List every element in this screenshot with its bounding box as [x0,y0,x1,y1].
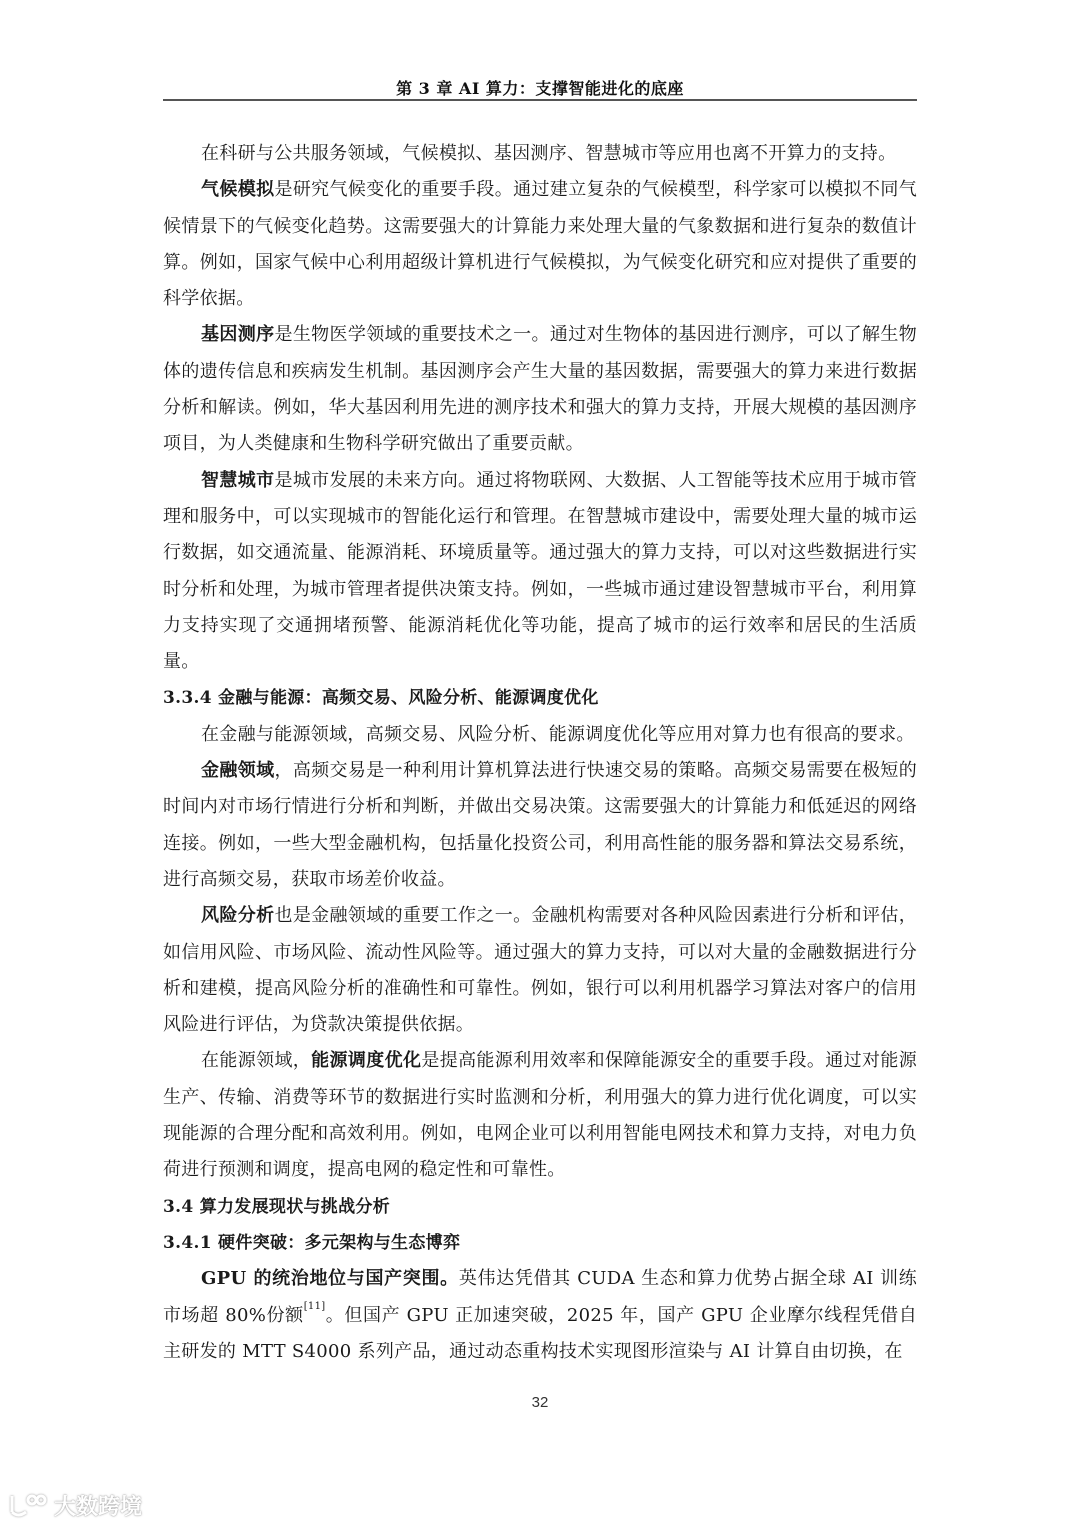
term-energy-dispatch: 能源调度优化 [311,1050,422,1072]
term-smart-city: 智慧城市 [201,469,275,491]
citation-ref[interactable]: [11] [303,1300,326,1312]
running-header: 第 3 章 AI 算力：支撑智能进化的底座 [396,79,684,98]
watermark [8,1490,142,1521]
term-finance: 金融领域 [201,760,275,782]
paragraph-gene-sequencing: 基因测序是生物医学领域的重要技术之一。通过对生物体的基因进行测序，可以了解生物体的遗传信息和疾病发生机制。基因测序会产生大量的基因数据，需要强大的算力来进行数据分析和解读。例如，华大基因利用先进的测序技术和强大的算力支持，开展大规模的基因测序项目，为人类健康和生物科学研究做出了重要贡献。 [163,324,918,455]
paragraph-gpu: GPU 的统治地位与国产突围。英伟达凭借其 CUDA 生态和算力优势占据全球 AI 训练市场超 80%份额[11]。但国产 GPU 正加速突破，2025 年，国产 GPU 企业摩尔线程凭借自主研发的 MTT S4000 系列产品，通过动态重构技术实现图形渲染与 AI 计算自由切换，在 [163,1268,917,1362]
paragraph-risk-analysis: 风险分析也是金融领域的重要工作之一。金融机构需要对各种风险因素进行分析和评估，如信用风险、市场风险、流动性风险等。通过强大的算力支持，可以对大量的金融数据进行分析和建模，提高风险分析的准确性和可靠性。例如，银行可以利用机器学习算法对客户的信用风险进行评估，为贷款决策提供依据。 [163,905,918,1036]
term-gpu-dominance: GPU 的统治地位与国产突围。 [201,1268,459,1290]
term-risk-analysis: 风险分析 [201,905,275,927]
watermark-logo-icon [8,1492,48,1520]
watermark-label: 大数跨境 [54,1495,143,1520]
paragraph-energy-dispatch: 在能源领域，能源调度优化是提高能源利用效率和保障能源安全的重要手段。通过对能源生产、传输、消费等环节的数据进行实时监测和分析，利用强大的算力进行优化调度，可以实现能源的合理分配和高效利用。例如，电网企业可以利用智能电网技术和算力支持，对电力负荷进行预测和调度，提高电网的稳定性和可靠性。 [163,1050,917,1181]
section-heading-3-4-1: 3.4.1 硬件突破：多元架构与生态博弈 [163,1232,461,1253]
term-climate-simulation: 气候模拟 [201,179,275,201]
section-heading-3-3-4: 3.3.4 金融与能源：高频交易、风险分析、能源调度优化 [163,688,599,709]
term-gene-sequencing: 基因测序 [201,324,275,346]
section-heading-3-4: 3.4 算力发展现状与挑战分析 [163,1196,390,1217]
page-number: 32 [531,1394,549,1411]
paragraph-finance: 金融领域，高频交易是一种利用计算机算法进行快速交易的策略。高频交易需要在极短的时间内对市场行情进行分析和判断，并做出交易决策。这需要强大的计算能力和低延迟的网络连接。例如，一些大型金融机构，包括量化投资公司，利用高性能的服务器和算法交易系统，进行高频交易，获取市场差价收益。 [163,760,918,890]
paragraph-finance-energy-intro: 在金融与能源领域，高频交易、风险分析、能源调度优化等应用对算力也有很高的要求。 [201,723,915,745]
page-content [163,136,917,1370]
paragraph-intro: 在科研与公共服务领域，气候模拟、基因测序、智慧城市等应用也离不开算力的支持。 [201,143,897,164]
paragraph-climate-simulation: 气候模拟是研究气候变化的重要手段。通过建立复杂的气候模型，科学家可以模拟不同气候情景下的气候变化趋势。这需要强大的计算能力来处理大量的气象数据和进行复杂的数值计算。例如，国家气候中心利用超级计算机进行气候模拟，为气候变化研究和应对提供了重要的科学依据。 [163,179,918,310]
paragraph-smart-city: 智慧城市是城市发展的未来方向。通过将物联网、大数据、人工智能等技术应用于城市管理和服务中，可以实现城市的智能化运行和管理。在智慧城市建设中，需要处理大量的城市运行数据，如交通流量、能源消耗、环境质量等。通过强大的算力支持，可以对这些数据进行实时分析和处理，为城市管理者提供决策支持。例如，一些城市通过建设智慧城市平台，利用算力支持实现了交通拥堵预警、能源消耗优化等功能，提高了城市的运行效率和居民的生活质量。 [163,469,918,673]
header-rule [163,99,917,101]
